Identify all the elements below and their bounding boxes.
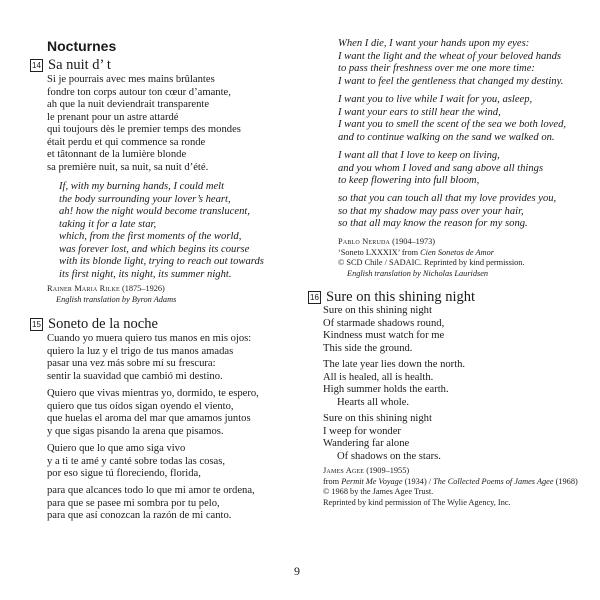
poem-line: para que se pasee mi sombra por tu pelo, <box>47 497 220 509</box>
song-15-stanza-1 <box>47 333 251 383</box>
poem-line: y a ti te amé y canté sobre todas las cosas, <box>47 455 225 467</box>
song-number-box: 16 <box>308 291 321 304</box>
poem-line: The late year lies down the north. <box>323 359 466 370</box>
poet-name: Pablo Neruda <box>338 237 391 246</box>
source-book: Permit Me Voyage <box>341 476 403 486</box>
poem-line: était perdu et qui commence sa ronde <box>47 136 206 148</box>
poem-line: Kindness must watch for me <box>323 330 445 342</box>
translation-line: so that you can touch all that my love provides you, <box>338 193 557 204</box>
translation-line: I want the light and the wheat of your beloved hands <box>338 50 562 62</box>
song-16-stanza-1 <box>323 305 444 355</box>
source-book: Cien Sonetos de Amor <box>420 247 494 257</box>
song-14-credit <box>47 284 176 305</box>
song-16-stanza-3 <box>323 413 441 463</box>
permission-line: Reprinted by kind permission of The Wylie Agency, Inc. <box>323 497 511 507</box>
translation-line: so that my shadow may pass over your hair, <box>338 205 524 217</box>
translation-line: was forever lost, and which begins its course <box>59 243 250 255</box>
poem-line: Hearts all whole. <box>337 396 410 408</box>
poem-line: por eso sigue tú floreciendo, florida, <box>47 468 201 480</box>
song-number-box: 14 <box>30 59 43 72</box>
source-from: from <box>401 247 419 257</box>
poem-line: Sure on this shining night <box>323 413 432 424</box>
poem-line: All is healed, all is health. <box>323 371 434 383</box>
song-number-box: 15 <box>30 318 43 331</box>
poem-line: pasar una vez más sobre mí su frescura: <box>47 358 216 370</box>
song-16-stanza-2 <box>323 359 465 409</box>
poem-line: Quiero que vivas mientras yo, dormido, te espero, <box>47 388 259 399</box>
poet-dates: (1909–1955) <box>366 466 410 475</box>
poem-line: fondre ton corps autour ton cœur d’amante, <box>47 86 231 98</box>
translation-line: I want all that I love to keep on living, <box>338 150 500 161</box>
song-16-title <box>308 289 475 306</box>
poem-line: sentir la suavidad que cambió mi destino. <box>47 370 223 382</box>
translation-line: to keep flowering into full bloom, <box>338 175 480 187</box>
song-15-translation-stanza-4 <box>338 193 556 231</box>
translation-credit: English translation by Nicholas Lauridsen <box>347 268 489 278</box>
poem-line: quiero la luz y el trigo de tus manos amadas <box>47 345 234 357</box>
poet-dates: (1904–1973) <box>392 237 436 246</box>
translation-line: and you whom I loved and sang above all things <box>338 162 544 174</box>
poem-line: qui toujours dès le premier temps des mondes <box>47 124 241 136</box>
source-from: from <box>323 476 340 486</box>
song-14-original-text <box>47 74 241 174</box>
poem-line: para que así conozcan la razón de mi canto. <box>47 510 232 522</box>
poem-line: Of shadows on the stars. <box>337 450 441 462</box>
translation-credit: English translation by Byron Adams <box>56 294 177 304</box>
poem-line: Wandering far alone <box>323 438 410 450</box>
translation-line: so that all may know the reason for my song. <box>338 218 528 230</box>
poem-line: This side the ground. <box>323 342 413 354</box>
translation-line: the body surrounding your lover’s heart, <box>59 193 231 205</box>
song-title-text: Sa nuit d’ t <box>48 57 111 73</box>
song-15-title <box>30 316 158 333</box>
translation-line: and to continue walking on the sand we walked on. <box>338 131 555 143</box>
source-year: (1968) <box>555 476 578 486</box>
song-16-credit <box>323 466 578 508</box>
translation-line: I want you to smell the scent of the sea we both loved, <box>338 119 567 131</box>
song-title-text: Sure on this shining night <box>326 289 476 305</box>
poet-name: James Agee <box>323 466 365 475</box>
translation-line: its first night, its night, its summer night. <box>59 268 232 280</box>
poem-line: Of starmade shadows round, <box>323 317 445 329</box>
song-15-stanza-3 <box>47 443 225 481</box>
poem-line: I weep for wonder <box>323 425 401 437</box>
poem-line: Sure on this shining night <box>323 305 432 316</box>
poem-line: quiero que tus oídos sigan oyendo el viento, <box>47 400 234 412</box>
translation-line: with its blonde light, trying to reach out towards <box>59 256 264 268</box>
song-15-credit <box>338 237 525 279</box>
poem-line: sa première nuit, sa nuit, sa nuit d’été. <box>47 161 209 173</box>
poet-dates: (1875–1926) <box>121 284 165 293</box>
song-15-stanza-2 <box>47 388 259 438</box>
source-book: The Collected Poems of James Agee <box>433 476 554 486</box>
poem-line: y que sigas pisando la arena que pisamos. <box>47 425 224 437</box>
song-15-translation-stanza-1 <box>338 38 563 88</box>
poem-line: High summer holds the earth. <box>323 384 449 396</box>
poem-line: Quiero que lo que amo siga vivo <box>47 443 186 454</box>
poem-line: para que alcances todo lo que mi amor te ordena, <box>47 485 255 496</box>
song-14-title <box>30 57 111 74</box>
source-title: ‘Soneto LXXXIX’ <box>338 247 400 257</box>
translation-line: I want you to live while I wait for you, asleep, <box>338 94 533 105</box>
poem-line: que huelas el aroma del mar que amamos juntos <box>47 413 251 425</box>
copyright-line: © 1968 by the James Agee Trust. <box>323 487 434 497</box>
song-15-stanza-4 <box>47 485 255 523</box>
translation-line: If, with my burning hands, I could melt <box>59 181 225 192</box>
translation-line: I want to feel the gentleness that changed my destiny. <box>338 75 564 87</box>
poem-line: et tâtonnant de la lumière blonde <box>47 149 187 161</box>
page-number: 9 <box>294 564 300 578</box>
source-year: (1934) / <box>404 476 432 486</box>
song-14-translation-text <box>59 181 264 281</box>
song-15-translation-stanza-2 <box>338 94 566 144</box>
section-title: Nocturnes <box>47 38 117 54</box>
copyright-line: © SCD Chile / SADAIC. Reprinted by kind permission. <box>338 258 525 268</box>
translation-line: I want your ears to still hear the wind, <box>338 106 501 118</box>
translation-line: to pass their freshness over me one more time: <box>338 63 535 75</box>
poem-line: le prenant pour un astre attardé <box>47 111 179 123</box>
translation-line: ah! how the night would become translucent, <box>59 206 250 218</box>
poem-line: ah que la nuit deviendrait transparente <box>47 99 210 111</box>
poet-name: Rainer Maria Rilke <box>47 284 120 293</box>
translation-line: taking it for a late star, <box>59 218 157 230</box>
song-title-text: Soneto de la noche <box>48 316 158 332</box>
translation-line: which, from the first moments of the world, <box>59 231 242 243</box>
poem-line: Si je pourrais avec mes mains brûlantes <box>47 74 215 85</box>
translation-line: When I die, I want your hands upon my eyes: <box>338 38 530 49</box>
poem-line: Cuando yo muera quiero tus manos en mis ojos: <box>47 333 252 344</box>
song-15-translation-stanza-3 <box>338 150 543 188</box>
